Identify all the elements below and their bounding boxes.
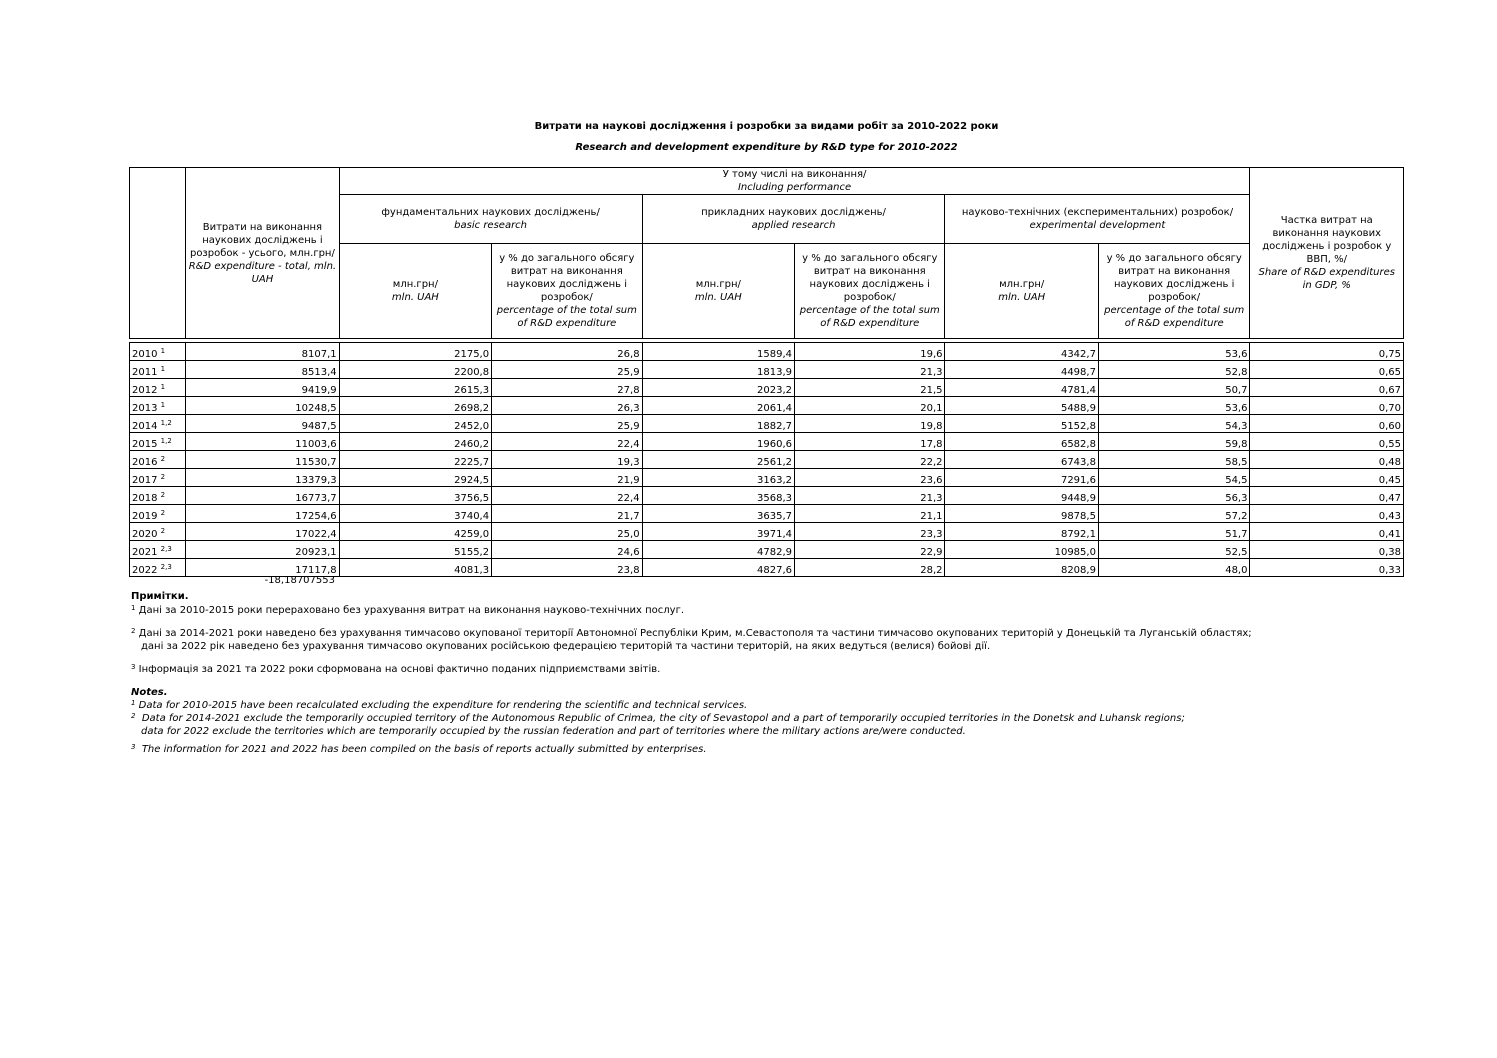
gdp-share-cell: 0,70 — [1250, 397, 1404, 415]
page-title: Витрати на наукові дослідження і розробки за видами робіт за 2010-2022 роки — [534, 121, 999, 132]
applied-mln-cell: 3635,7 — [642, 505, 794, 523]
year-cell — [130, 361, 186, 379]
total-cell: 8513,4 — [186, 361, 339, 379]
footnote-mark: 2,3 — [160, 563, 172, 571]
applied-mln-cell: 3163,2 — [642, 469, 794, 487]
basic-pct-cell: 21,9 — [492, 469, 642, 487]
table-row — [130, 361, 1404, 379]
gdp-header-en: Share of R&D expenditures in GDP, % — [1258, 267, 1395, 291]
gdp-share-cell: 0,75 — [1250, 343, 1404, 361]
table-row — [130, 433, 1404, 451]
table-row — [130, 541, 1404, 559]
notes-english — [131, 686, 1185, 756]
footnote-mark: 1 — [160, 365, 166, 373]
table-row — [130, 379, 1404, 397]
applied-mln-cell: 2061,4 — [642, 397, 794, 415]
experimental-header-uk: науково-технічних (експериментальних) розробок/ — [961, 207, 1234, 218]
year-label: 2018 — [132, 493, 158, 504]
gdp-share-cell: 0,65 — [1250, 361, 1404, 379]
footnote-mark: 1 — [160, 401, 166, 409]
footnote-mark: 2 — [160, 491, 166, 499]
gdp-share-cell: 0,47 — [1250, 487, 1404, 505]
applied-mln-cell: 2023,2 — [642, 379, 794, 397]
basic-pct-cell: 24,6 — [492, 541, 642, 559]
mln-en: mln. UAH — [998, 292, 1046, 303]
including-header — [339, 168, 1250, 195]
note-mark: 3 — [131, 663, 136, 671]
applied-pct-cell: 21,3 — [795, 361, 945, 379]
applied-mln-header — [642, 244, 794, 339]
experimental-pct-cell: 48,0 — [1098, 559, 1250, 577]
total-cell: 17254,6 — [186, 505, 339, 523]
applied-pct-cell: 21,3 — [795, 487, 945, 505]
applied-mln-cell: 4827,6 — [642, 559, 794, 577]
experimental-mln-cell: 9878,5 — [945, 505, 1098, 523]
note-1-en-text: Data for 2010-2015 have been recalculated excluding the expenditure for rendering the scientific and technical services. — [138, 700, 748, 711]
gdp-share-cell: 0,67 — [1250, 379, 1404, 397]
table-body — [130, 343, 1404, 577]
year-cell — [130, 523, 186, 541]
basic-pct-cell: 22,4 — [492, 487, 642, 505]
experimental-pct-header — [1098, 244, 1250, 339]
total-cell: 16773,7 — [186, 487, 339, 505]
table-row — [130, 487, 1404, 505]
note-2-en — [131, 712, 1185, 725]
experimental-mln-cell: 4498,7 — [945, 361, 1098, 379]
total-cell: 11003,6 — [186, 433, 339, 451]
year-cell — [130, 451, 186, 469]
note-1-uk — [131, 604, 1252, 617]
footnote-mark: 1,2 — [160, 437, 172, 445]
year-cell — [130, 379, 186, 397]
note-3-uk — [131, 663, 1252, 676]
basic-pct-cell: 19,3 — [492, 451, 642, 469]
basic-mln-cell: 3740,4 — [339, 505, 491, 523]
pct-en: percentage of the total sum of R&D expenditure — [799, 305, 940, 329]
applied-mln-cell: 3568,3 — [642, 487, 794, 505]
experimental-pct-cell: 57,2 — [1098, 505, 1250, 523]
footnote-mark: 1,2 — [160, 419, 172, 427]
applied-mln-cell: 1813,9 — [642, 361, 794, 379]
experimental-mln-cell: 5152,8 — [945, 415, 1098, 433]
experimental-mln-cell: 8208,9 — [945, 559, 1098, 577]
notes-ukrainian — [131, 590, 1252, 676]
experimental-mln-cell: 6582,8 — [945, 433, 1098, 451]
experimental-pct-cell: 50,7 — [1098, 379, 1250, 397]
applied-pct-header — [795, 244, 945, 339]
gdp-share-header — [1250, 168, 1404, 339]
basic-research-header — [339, 195, 642, 244]
gdp-share-cell: 0,41 — [1250, 523, 1404, 541]
note-3-en — [131, 743, 1185, 756]
stray-value: -18,18707553 — [264, 575, 335, 586]
note-mark: 3 — [131, 743, 136, 751]
applied-pct-cell: 19,6 — [795, 343, 945, 361]
year-cell — [130, 433, 186, 451]
mln-uk: млн.грн/ — [695, 279, 741, 290]
year-label: 2015 — [132, 439, 158, 450]
applied-mln-cell: 1960,6 — [642, 433, 794, 451]
applied-mln-cell: 2561,2 — [642, 451, 794, 469]
basic-pct-cell: 26,3 — [492, 397, 642, 415]
experimental-pct-cell: 53,6 — [1098, 343, 1250, 361]
pct-uk: у % до загального обсягу витрат на виконання наукових досліджень і розробок/ — [499, 253, 635, 303]
pct-uk: у % до загального обсягу витрат на виконання наукових досліджень і розробок/ — [802, 253, 938, 303]
table-row — [130, 397, 1404, 415]
footnote-mark: 1 — [160, 347, 166, 355]
applied-mln-cell: 1589,4 — [642, 343, 794, 361]
applied-pct-cell: 22,9 — [795, 541, 945, 559]
basic-pct-cell: 23,8 — [492, 559, 642, 577]
experimental-mln-cell: 7291,6 — [945, 469, 1098, 487]
basic-pct-cell: 21,7 — [492, 505, 642, 523]
total-cell: 13379,3 — [186, 469, 339, 487]
applied-pct-cell: 20,1 — [795, 397, 945, 415]
year-cell — [130, 487, 186, 505]
basic-mln-cell: 2452,0 — [339, 415, 491, 433]
applied-mln-cell: 3971,4 — [642, 523, 794, 541]
note-1-en — [131, 699, 1185, 712]
total-cell: 20923,1 — [186, 541, 339, 559]
basic-mln-cell: 2615,3 — [339, 379, 491, 397]
applied-header-en: applied research — [751, 220, 836, 231]
total-header — [186, 168, 339, 339]
table-row — [130, 559, 1404, 577]
pct-en: percentage of the total sum of R&D expenditure — [1104, 305, 1245, 329]
experimental-mln-cell: 9448,9 — [945, 487, 1098, 505]
gdp-share-cell: 0,55 — [1250, 433, 1404, 451]
footnote-mark: 2 — [160, 527, 166, 535]
applied-pct-cell: 21,1 — [795, 505, 945, 523]
note-mark: 1 — [131, 604, 136, 612]
gdp-share-cell: 0,60 — [1250, 415, 1404, 433]
basic-mln-cell: 2175,0 — [339, 343, 491, 361]
applied-mln-cell: 4782,9 — [642, 541, 794, 559]
note-mark: 2 — [131, 712, 136, 720]
applied-header-uk: прикладних наукових досліджень/ — [701, 207, 886, 218]
experimental-mln-header — [945, 244, 1098, 339]
footnote-mark: 1 — [160, 383, 166, 391]
experimental-development-header — [945, 195, 1250, 244]
gdp-share-cell: 0,38 — [1250, 541, 1404, 559]
year-cell — [130, 343, 186, 361]
experimental-pct-cell: 59,8 — [1098, 433, 1250, 451]
footnote-mark: 2 — [160, 473, 166, 481]
year-cell — [130, 541, 186, 559]
basic-pct-cell: 25,9 — [492, 415, 642, 433]
experimental-pct-cell: 52,8 — [1098, 361, 1250, 379]
year-label: 2021 — [132, 547, 158, 558]
basic-header-en: basic research — [454, 220, 528, 231]
notes-heading-uk: Примітки. — [131, 591, 189, 602]
basic-pct-cell: 25,0 — [492, 523, 642, 541]
gdp-header-uk: Частка витрат на виконання наукових досліджень і розробок у ВВП, %/ — [1262, 215, 1392, 265]
experimental-mln-cell: 4342,7 — [945, 343, 1098, 361]
basic-mln-cell: 2460,2 — [339, 433, 491, 451]
mln-uk: млн.грн/ — [392, 279, 438, 290]
applied-pct-cell: 17,8 — [795, 433, 945, 451]
applied-mln-cell: 1882,7 — [642, 415, 794, 433]
note-mark: 2 — [131, 627, 136, 635]
note-2-uk — [131, 627, 1252, 640]
year-label: 2019 — [132, 511, 158, 522]
note-2-en-text: Data for 2014-2021 exclude the temporarily occupied territory of the Autonomous Republic of Crimea, the city of Sevastopol and a part of temporarily occupied territories in the Donetsk and Luhansk regions; — [141, 713, 1185, 724]
note-mark: 1 — [131, 699, 136, 707]
gdp-share-cell: 0,48 — [1250, 451, 1404, 469]
page-subtitle: Research and development expenditure by R&D type for 2010-2022 — [575, 142, 958, 153]
note-1-uk-text: Дані за 2010-2015 роки перераховано без урахування витрат на виконання науково-технічних послуг. — [138, 605, 685, 616]
gdp-share-cell: 0,33 — [1250, 559, 1404, 577]
table-row — [130, 505, 1404, 523]
basic-pct-cell: 22,4 — [492, 433, 642, 451]
basic-header-uk: фундаментальних наукових досліджень/ — [381, 207, 600, 218]
note-2-uk-text: Дані за 2014-2021 роки наведено без урахування тимчасово окупованої території Автономної Республіки Крим, м.Севастополя та частини тимчасово окупованих територій у Донецькій та Луганській областях; — [138, 628, 1252, 639]
mln-en: mln. UAH — [391, 292, 439, 303]
note-2-en-cont: data for 2022 exclude the territories which are temporarily occupied by the russian federation and part of territories where the military actions are/were conducted. — [141, 726, 966, 737]
rd-expenditure-table — [129, 167, 1404, 577]
basic-pct-cell: 27,8 — [492, 379, 642, 397]
year-label: 2013 — [132, 403, 158, 414]
applied-pct-cell: 23,6 — [795, 469, 945, 487]
basic-mln-cell: 2200,8 — [339, 361, 491, 379]
year-label: 2017 — [132, 475, 158, 486]
mln-uk: млн.грн/ — [999, 279, 1045, 290]
basic-pct-cell: 26,8 — [492, 343, 642, 361]
notes-heading-en: Notes. — [131, 687, 168, 698]
applied-pct-cell: 22,2 — [795, 451, 945, 469]
applied-research-header — [642, 195, 945, 244]
year-cell — [130, 397, 186, 415]
total-cell: 17117,8 — [186, 559, 339, 577]
year-cell — [130, 505, 186, 523]
year-label: 2016 — [132, 457, 158, 468]
table-row — [130, 451, 1404, 469]
basic-pct-header — [492, 244, 642, 339]
total-cell: 9487,5 — [186, 415, 339, 433]
basic-mln-cell: 2225,7 — [339, 451, 491, 469]
applied-pct-cell: 19,8 — [795, 415, 945, 433]
experimental-pct-cell: 53,6 — [1098, 397, 1250, 415]
gdp-share-cell: 0,43 — [1250, 505, 1404, 523]
table-row — [130, 523, 1404, 541]
year-cell — [130, 415, 186, 433]
applied-pct-cell: 28,2 — [795, 559, 945, 577]
table-row — [130, 343, 1404, 361]
footnote-mark: 2 — [160, 509, 166, 517]
year-label: 2014 — [132, 421, 158, 432]
year-label: 2020 — [132, 529, 158, 540]
year-label: 2011 — [132, 367, 158, 378]
basic-mln-cell: 5155,2 — [339, 541, 491, 559]
note-2-uk-cont: дані за 2022 рік наведено без урахування тимчасово окупованих російською федерацією територій та частини територій, на яких ведуться (велися) бойові дії. — [141, 641, 991, 652]
experimental-pct-cell: 51,7 — [1098, 523, 1250, 541]
basic-mln-cell: 4259,0 — [339, 523, 491, 541]
total-cell: 17022,4 — [186, 523, 339, 541]
total-cell: 11530,7 — [186, 451, 339, 469]
year-label: 2012 — [132, 385, 158, 396]
applied-pct-cell: 21,5 — [795, 379, 945, 397]
basic-mln-header — [339, 244, 491, 339]
basic-mln-cell: 2924,5 — [339, 469, 491, 487]
total-cell: 10248,5 — [186, 397, 339, 415]
year-header-cell — [130, 168, 186, 339]
total-cell: 9419,9 — [186, 379, 339, 397]
note-3-en-text: The information for 2021 and 2022 has been compiled on the basis of reports actually submitted by enterprises. — [141, 744, 707, 755]
total-header-en: R&D expenditure - total, mln. UAH — [188, 260, 337, 285]
basic-mln-cell: 4081,3 — [339, 559, 491, 577]
table-row — [130, 415, 1404, 433]
note-3-uk-text: Інформація за 2021 та 2022 роки сформована на основі фактично поданих підприємствами звітів. — [138, 664, 661, 675]
basic-mln-cell: 3756,5 — [339, 487, 491, 505]
footnote-mark: 2,3 — [160, 545, 172, 553]
basic-mln-cell: 2698,2 — [339, 397, 491, 415]
experimental-pct-cell: 54,3 — [1098, 415, 1250, 433]
experimental-mln-cell: 10985,0 — [945, 541, 1098, 559]
experimental-mln-cell: 4781,4 — [945, 379, 1098, 397]
experimental-mln-cell: 6743,8 — [945, 451, 1098, 469]
experimental-mln-cell: 5488,9 — [945, 397, 1098, 415]
pct-en: percentage of the total sum of R&D expenditure — [496, 305, 637, 329]
including-header-uk: У тому числі на виконання/ — [722, 169, 867, 180]
gdp-share-cell: 0,45 — [1250, 469, 1404, 487]
year-label: 2022 — [132, 565, 158, 576]
experimental-pct-cell: 56,3 — [1098, 487, 1250, 505]
experimental-pct-cell: 54,5 — [1098, 469, 1250, 487]
applied-pct-cell: 23,3 — [795, 523, 945, 541]
year-cell — [130, 469, 186, 487]
experimental-mln-cell: 8792,1 — [945, 523, 1098, 541]
mln-en: mln. UAH — [694, 292, 742, 303]
experimental-pct-cell: 52,5 — [1098, 541, 1250, 559]
including-header-en: Including performance — [737, 182, 852, 193]
total-cell: 8107,1 — [186, 343, 339, 361]
total-header-uk: Витрати на виконання наукових досліджень і розробок - усього, млн.грн/ — [189, 221, 335, 259]
year-label: 2010 — [132, 349, 158, 360]
experimental-header-en: experimental development — [1029, 220, 1166, 231]
year-cell — [130, 559, 186, 577]
pct-uk: у % до загального обсягу витрат на виконання наукових досліджень і розробок/ — [1106, 253, 1242, 303]
table-row — [130, 469, 1404, 487]
footnote-mark: 2 — [160, 455, 166, 463]
experimental-pct-cell: 58,5 — [1098, 451, 1250, 469]
basic-pct-cell: 25,9 — [492, 361, 642, 379]
